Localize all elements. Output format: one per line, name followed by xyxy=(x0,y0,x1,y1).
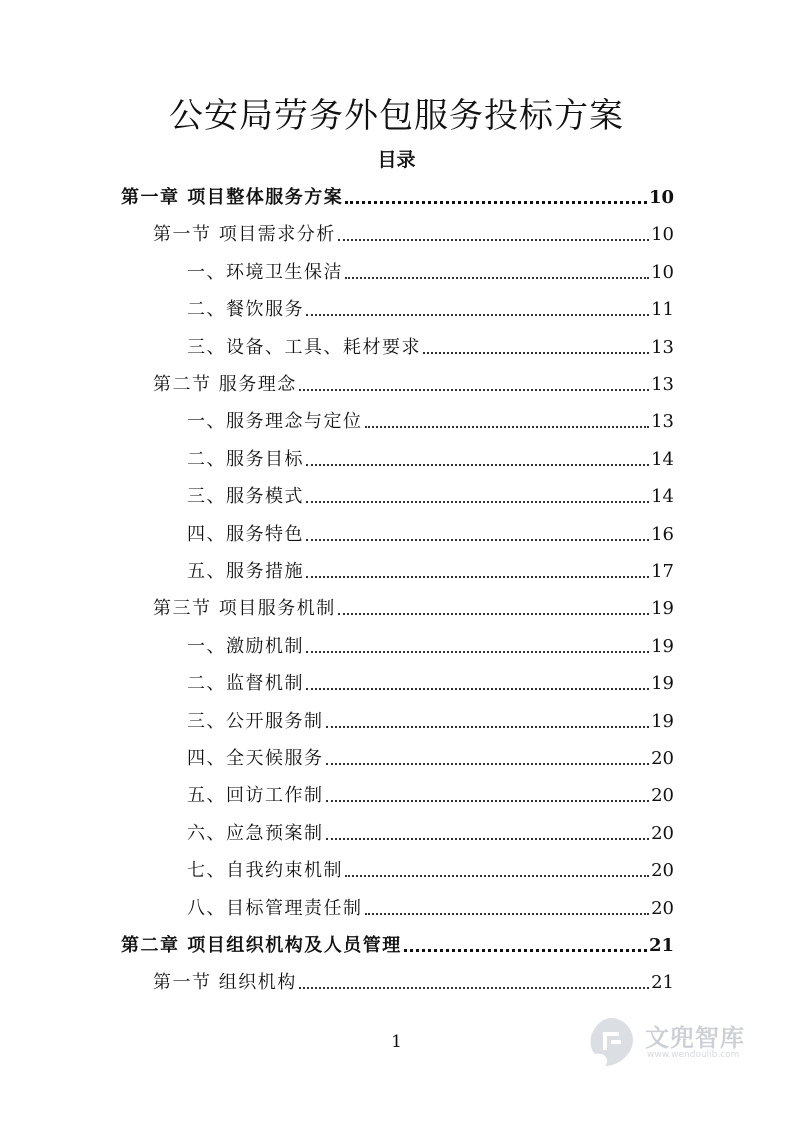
toc-dot-leader xyxy=(326,800,650,802)
toc-entry[interactable] xyxy=(187,400,674,434)
toc-entry-title: 二、监督机制 xyxy=(187,673,304,694)
toc-entry-page: 17 xyxy=(651,561,674,582)
toc-dot-leader xyxy=(306,539,649,541)
toc-dot-leader xyxy=(423,352,649,354)
toc-entry[interactable] xyxy=(187,438,674,472)
toc-entry[interactable] xyxy=(187,774,674,808)
toc-entry[interactable] xyxy=(187,475,674,509)
toc-dot-leader xyxy=(306,651,649,653)
toc-entry-page: 20 xyxy=(651,785,674,806)
toc-entry-page: 19 xyxy=(651,711,674,732)
toc-entry-page: 21 xyxy=(648,935,674,956)
toc-entry-title: 二、餐饮服务 xyxy=(187,299,304,320)
toc-entry-page: 19 xyxy=(651,673,674,694)
toc-entry[interactable] xyxy=(187,251,674,285)
toc-entry-title: 一、服务理念与定位 xyxy=(187,411,363,432)
toc-entry-title: 第二章 项目组织机构及人员管理 xyxy=(121,935,402,956)
toc-entry-title: 五、回访工作制 xyxy=(187,785,324,806)
toc-entry[interactable] xyxy=(187,812,674,846)
toc-entry-page: 11 xyxy=(651,299,674,320)
toc-dot-leader xyxy=(345,277,649,279)
toc-dot-leader xyxy=(338,239,649,241)
toc-entry-title: 三、服务模式 xyxy=(187,486,304,507)
toc-entry-page: 20 xyxy=(651,823,674,844)
toc-entry-page: 21 xyxy=(651,972,674,993)
toc-entry[interactable] xyxy=(121,176,674,210)
toc-entry-page: 19 xyxy=(651,598,674,619)
toc-entry-page: 16 xyxy=(651,524,674,545)
toc-entry-title: 三、公开服务制 xyxy=(187,711,324,732)
watermark xyxy=(583,1012,763,1072)
toc-dot-leader xyxy=(306,688,649,690)
toc-entry[interactable] xyxy=(121,924,674,958)
toc-entry-title: 七、自我约束机制 xyxy=(187,860,343,881)
toc-entry-title: 第三节 项目服务机制 xyxy=(153,598,336,619)
toc-entry-page: 10 xyxy=(651,224,674,245)
toc-entry[interactable] xyxy=(187,513,674,547)
toc-entry-page: 13 xyxy=(651,337,674,358)
toc-entry-page: 10 xyxy=(648,187,674,208)
toc-dot-leader xyxy=(345,201,647,204)
toc-entry-title: 八、目标管理责任制 xyxy=(187,898,363,919)
toc-entry[interactable] xyxy=(153,961,674,995)
toc-entry-title: 第一章 项目整体服务方案 xyxy=(121,187,344,208)
toc-entry-page: 20 xyxy=(651,860,674,881)
toc-entry[interactable] xyxy=(187,849,674,883)
toc-dot-leader xyxy=(365,913,650,915)
toc-dot-leader xyxy=(404,949,647,952)
toc-entry-title: 六、应急预案制 xyxy=(187,823,324,844)
toc-entry-title: 四、服务特色 xyxy=(187,524,304,545)
toc-dot-leader xyxy=(326,726,650,728)
toc-entry[interactable] xyxy=(187,737,674,771)
watermark-subtext: www.wendoulib.com xyxy=(647,1050,740,1060)
toc-entry-page: 13 xyxy=(651,374,674,395)
toc-entry-title: 四、全天候服务 xyxy=(187,748,324,769)
toc-dot-leader xyxy=(326,763,650,765)
toc-entry-title: 一、激励机制 xyxy=(187,636,304,657)
toc-entry-title: 五、服务措施 xyxy=(187,561,304,582)
toc-heading: 目录 xyxy=(377,149,416,171)
toc-entry-page: 14 xyxy=(651,449,674,470)
toc-entry-title: 二、服务目标 xyxy=(187,449,304,470)
toc-entry[interactable] xyxy=(187,550,674,584)
toc-entry[interactable] xyxy=(187,887,674,921)
toc-dot-leader xyxy=(338,613,649,615)
toc-entry-page: 13 xyxy=(651,411,674,432)
watermark-text: 文兜智库 xyxy=(645,1024,745,1052)
toc-entry-page: 19 xyxy=(651,636,674,657)
page-number: 1 xyxy=(391,1032,402,1052)
toc-entry-title: 一、环境卫生保洁 xyxy=(187,262,343,283)
toc-dot-leader xyxy=(365,426,650,428)
toc-dot-leader xyxy=(345,875,649,877)
toc-dot-leader xyxy=(299,987,649,989)
toc-entry-title: 三、设备、工具、耗材要求 xyxy=(187,337,421,358)
toc-entry-page: 20 xyxy=(651,748,674,769)
toc-dot-leader xyxy=(306,464,649,466)
toc-dot-leader xyxy=(306,314,649,316)
toc-entry-page: 10 xyxy=(651,262,674,283)
toc-entry[interactable] xyxy=(187,700,674,734)
toc-entry[interactable] xyxy=(153,587,674,621)
toc-dot-leader xyxy=(299,389,649,391)
toc-entry[interactable] xyxy=(187,662,674,696)
toc-entry[interactable] xyxy=(153,213,674,247)
toc-dot-leader xyxy=(306,501,649,503)
toc-dot-leader xyxy=(326,838,650,840)
toc-entry[interactable] xyxy=(187,625,674,659)
toc-entry[interactable] xyxy=(153,363,674,397)
toc-entry-title: 第一节 项目需求分析 xyxy=(153,224,336,245)
toc-entry-page: 14 xyxy=(651,486,674,507)
toc-dot-leader xyxy=(306,576,649,578)
toc-entry-title: 第二节 服务理念 xyxy=(153,374,297,395)
toc-entry[interactable] xyxy=(187,288,674,322)
toc-entry[interactable] xyxy=(187,326,674,360)
wendou-logo-icon xyxy=(583,1014,639,1070)
page-title: 公安局劳务外包服务投标方案 xyxy=(169,96,624,136)
toc-entry-title: 第一节 组织机构 xyxy=(153,972,297,993)
toc-entry-page: 20 xyxy=(651,898,674,919)
